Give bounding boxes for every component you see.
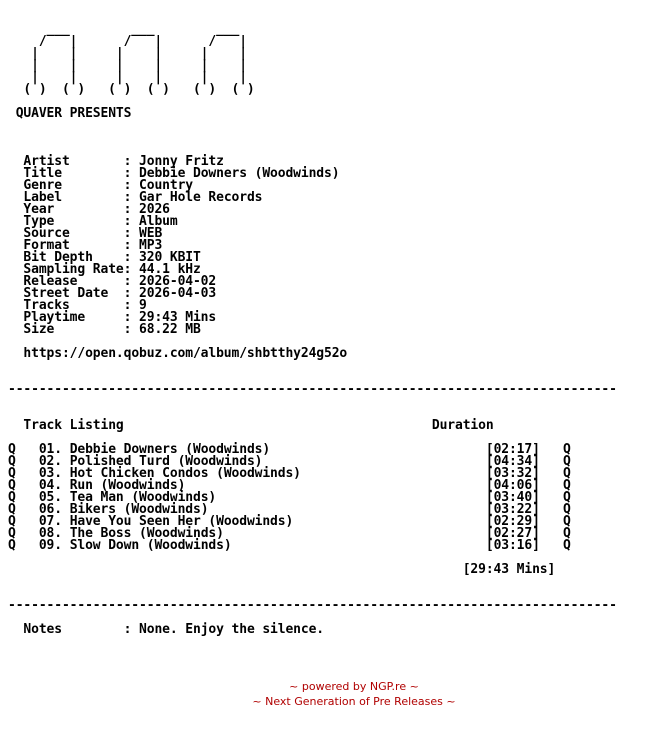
track-title: Tea Man (Woodwinds) [69, 490, 217, 505]
track-title: Run (Woodwinds) [69, 478, 186, 493]
logo-line-4: | | | | | | [8, 58, 247, 73]
info-key: Label [23, 190, 62, 205]
track-number: 05. [38, 490, 62, 505]
separator-line: ------------------------------------------------------------------------------- [8, 382, 617, 397]
info-value: 44.1 kHz [139, 262, 201, 277]
info-genre: Genre : Country [23, 178, 193, 193]
q-marker: Q [562, 526, 571, 541]
info-key: Bit Depth [23, 250, 93, 265]
track-duration: [02:17] [485, 442, 540, 457]
notes-key: Notes [23, 622, 62, 637]
q-marker: Q [562, 490, 571, 505]
nfo-document [8, 12, 617, 636]
blank-line [8, 360, 617, 372]
info-value: Jonny Fritz [139, 154, 224, 169]
logo-line-5: | | | | | | [8, 70, 247, 85]
track-duration: [03:32] [485, 466, 540, 481]
info-value: WEB [139, 226, 163, 241]
info-value: Gar Hole Records [139, 190, 263, 205]
info-key: Size [23, 322, 55, 337]
info-value: Album [139, 214, 178, 229]
info-key: Title [23, 166, 62, 181]
track-title: Polished Turd (Woodwinds) [69, 454, 263, 469]
tracklist-header [8, 420, 617, 432]
track-number: 04. [38, 478, 62, 493]
info-value: 68.22 MB [139, 322, 201, 337]
notes-value: None. Enjoy the silence. [139, 622, 325, 637]
presents-text: QUAVER PRESENTS [15, 106, 132, 121]
logo-line-1: ___ ___ ___ [8, 22, 240, 37]
track-number: 01. [38, 442, 62, 457]
info-value: 2026-04-02 [139, 274, 217, 289]
info-sampling-rate: Sampling Rate: 44.1 kHz [23, 262, 201, 277]
info-value: 2026 [139, 202, 170, 217]
track-number: 07. [38, 514, 62, 529]
q-marker: Q [562, 454, 571, 469]
info-key: Release [23, 274, 78, 289]
track-number: 02. [38, 454, 62, 469]
logo-line-2: / | / | / | [8, 34, 247, 49]
q-marker: Q [8, 454, 16, 469]
blank-line [8, 576, 617, 588]
track-title: Have You Seen Her (Woodwinds) [69, 514, 294, 529]
track-duration: [04:34] [485, 454, 540, 469]
notes-line: Notes : None. Enjoy the silence. [23, 622, 325, 637]
blank-line [8, 120, 617, 132]
track-duration: [03:22] [485, 502, 540, 517]
info-artist: Artist : Jonny Fritz [23, 154, 224, 169]
track-number: 08. [38, 526, 62, 541]
q-marker: Q [8, 526, 16, 541]
info-key: Genre [23, 178, 62, 193]
info-label: Label : Gar Hole Records [23, 190, 263, 205]
track-duration: [02:27] [485, 526, 540, 541]
logo-line-6: ( ) ( ) ( ) ( ) ( ) ( ) [8, 82, 255, 97]
info-format: Format : MP3 [23, 238, 163, 253]
info-source: Source : WEB [23, 226, 163, 241]
info-playtime: Playtime : 29:43 Mins [23, 310, 217, 325]
info-type: Type : Album [23, 214, 178, 229]
q-marker: Q [562, 442, 571, 457]
info-value: 320 KBIT [139, 250, 201, 265]
info-tracks: Tracks : 9 [23, 298, 147, 313]
q-marker: Q [562, 514, 571, 529]
info-title: Title : Debbie Downers (Woodwinds) [23, 166, 340, 181]
info-key: Year [23, 202, 55, 217]
q-marker: Q [562, 538, 571, 553]
info-release: Release : 2026-04-02 [23, 274, 217, 289]
q-marker: Q [8, 478, 16, 493]
info-value: Country [139, 178, 193, 193]
track-title: Debbie Downers (Woodwinds) [69, 442, 271, 457]
info-value: 29:43 Mins [139, 310, 217, 325]
info-year: Year : 2026 [23, 202, 170, 217]
tracklist-heading: Track Listing [23, 418, 124, 433]
track-title: The Boss (Woodwinds) [69, 526, 224, 541]
logo-line-3: | | | | | | [8, 46, 247, 61]
footer-powered-by: ~ powered by NGP.re ~ [289, 680, 419, 693]
q-marker: Q [8, 490, 16, 505]
q-marker: Q [8, 514, 16, 529]
duration-heading: Duration [431, 418, 494, 433]
info-value: 9 [139, 298, 147, 313]
info-key: Playtime [23, 310, 86, 325]
total-line [8, 564, 617, 576]
q-marker: Q [562, 502, 571, 517]
q-marker: Q [562, 466, 571, 481]
info-key: Artist [23, 154, 70, 169]
info-key: Sampling Rate [23, 262, 124, 277]
track-number: 06. [38, 502, 62, 517]
track-title: Hot Chicken Condos (Woodwinds) [69, 466, 301, 481]
q-marker: Q [8, 442, 16, 457]
q-marker: Q [562, 478, 571, 493]
track-number: 09. [38, 538, 62, 553]
album-url: https://open.qobuz.com/album/shbtthy24g52o [23, 346, 348, 361]
info-street-date: Street Date : 2026-04-03 [23, 286, 217, 301]
info-key: Type [23, 214, 55, 229]
total-playtime: [29:43 Mins] [462, 562, 556, 577]
track-duration: [04:06] [485, 478, 540, 493]
track-row [8, 540, 617, 552]
url-line [8, 348, 617, 360]
info-value: 2026-04-03 [139, 286, 217, 301]
q-marker: Q [8, 466, 16, 481]
info-key: Tracks [23, 298, 70, 313]
separator-line: ------------------------------------------------------------------------------- [8, 598, 617, 613]
info-value: Debbie Downers (Woodwinds) [139, 166, 340, 181]
info-bit-depth: Bit Depth : 320 KBIT [23, 250, 201, 265]
info-key: Format [23, 238, 70, 253]
blank-line [8, 396, 617, 408]
blank-line [8, 132, 617, 144]
track-number: 03. [38, 466, 62, 481]
presents-line [8, 108, 617, 120]
track-duration: [03:40] [485, 490, 540, 505]
track-duration: [02:29] [485, 514, 540, 529]
info-value: MP3 [139, 238, 163, 253]
q-marker: Q [8, 538, 16, 553]
info-size: Size : 68.22 MB [23, 322, 201, 337]
track-title: Bikers (Woodwinds) [69, 502, 209, 517]
track-duration: [03:16] [485, 538, 540, 553]
track-title: Slow Down (Woodwinds) [69, 538, 232, 553]
info-key: Street Date [23, 286, 109, 301]
footer-tagline: ~ Next Generation of Pre Releases ~ [252, 695, 456, 708]
q-marker: Q [8, 502, 16, 517]
info-key: Source [23, 226, 70, 241]
